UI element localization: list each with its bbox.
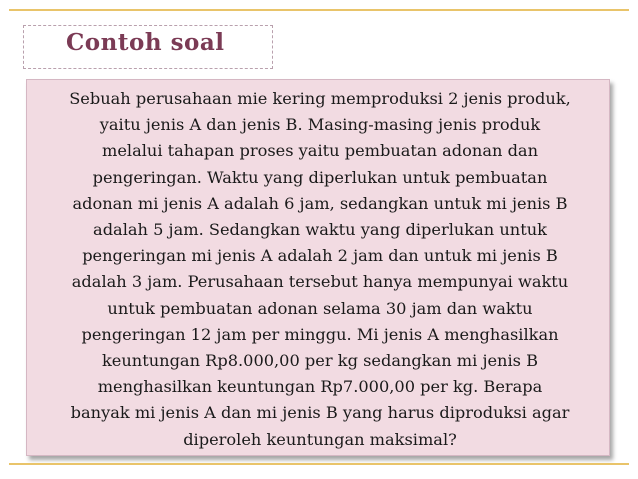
paragraph-line: menghasilkan keuntungan Rp7.000,00 per kg. Berapa — [97, 377, 543, 397]
paragraph-line: keuntungan Rp8.000,00 per kg sedangkan mi jenis B — [101, 351, 539, 371]
slide-title: Contoh soal — [66, 29, 225, 56]
top-border-line — [9, 9, 629, 11]
paragraph-line: banyak mi jenis A dan mi jenis B yang harus diproduksi agar — [70, 403, 570, 423]
bottom-border-line — [9, 463, 629, 465]
problem-paragraph — [31, 86, 609, 453]
title-box — [23, 25, 273, 69]
paragraph-line: melalui tahapan proses yaitu pembuatan adonan dan — [101, 141, 539, 161]
paragraph-line: pengeringan. Waktu yang diperlukan untuk pembuatan — [92, 167, 548, 187]
paragraph-line: adonan mi jenis A adalah 6 jam, sedangkan untuk mi jenis B — [72, 193, 568, 213]
paragraph-line: pengeringan 12 jam per minggu. Mi jenis A menghasilkan — [81, 324, 559, 344]
paragraph-line: yaitu jenis A dan jenis B. Masing-masing jenis produk — [99, 115, 541, 135]
paragraph-line: adalah 3 jam. Perusahaan tersebut hanya mempunyai waktu — [71, 272, 569, 292]
paragraph-line: Sebuah perusahaan mie kering memproduksi 2 jenis produk, — [69, 89, 571, 108]
paragraph-line: untuk pembuatan adonan selama 30 jam dan waktu — [107, 298, 533, 318]
paragraph-line: pengeringan mi jenis A adalah 2 jam dan untuk mi jenis B — [82, 246, 558, 266]
paragraph-line: diperoleh keuntungan maksimal? — [183, 429, 457, 449]
paragraph-line: adalah 5 jam. Sedangkan waktu yang diperlukan untuk — [93, 220, 547, 240]
